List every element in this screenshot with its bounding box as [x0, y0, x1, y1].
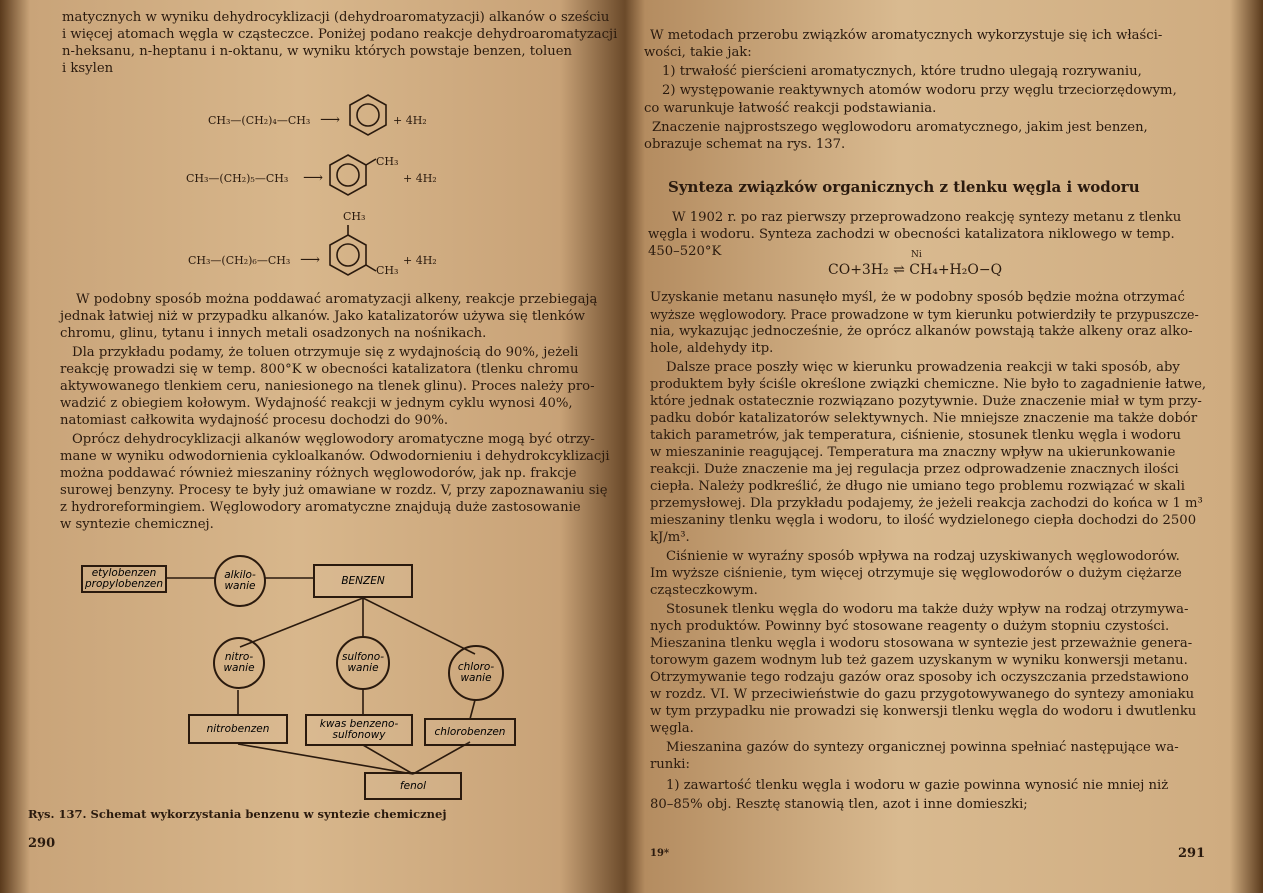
text-line: torowym gazem wodnym lub też gazem uzyskanym w wyniku konwersji metanu. — [650, 653, 1188, 668]
text-line: Dalsze prace poszły więc w kierunku prowadzenia reakcji w taki sposób, aby — [666, 360, 1180, 375]
text-line: przemysłowej. Dla przykładu podajemy, że jeżeli reakcja zachodzi do końca w 1 m³ — [650, 496, 1203, 511]
reaction-3-arrow: ⟶ — [300, 252, 321, 268]
reaction-2-arrow: ⟶ — [303, 170, 324, 186]
text-line: takich parametrów, jak temperatura, ciśnienie, stosunek tlenku węgla i wodoru — [650, 428, 1182, 443]
reaction-1-arrow: ⟶ — [320, 112, 341, 128]
box-benzenesulfonic-acid: kwas benzeno- sulfonowy — [305, 714, 413, 746]
text-line: w rozdz. VI. W przeciwieństwie do gazu przygotowywanego do syntezy amoniaku — [650, 687, 1195, 702]
text-line: i ksylen — [62, 61, 114, 76]
toluene-ring-icon — [330, 155, 366, 195]
text-line: wości, takie jak: — [644, 45, 752, 60]
reaction-2-reactant: CH₃—(CH₂)₅—CH₃ — [186, 172, 289, 185]
text-line: reakcji. Duże znaczenie ma jej regulacja przez odprowadzenie znacznych ilości — [650, 462, 1179, 477]
box-benzene: BENZEN — [313, 564, 413, 598]
reaction-1-reactant: CH₃—(CH₂)₄—CH₃ — [208, 114, 311, 127]
aromatic-circle-icon — [337, 244, 359, 266]
text-line: w syntezie chemicznej. — [60, 517, 214, 532]
reaction-3-substituent-top: CH₃ — [343, 210, 366, 223]
reaction-1-product: + 4H₂ — [393, 114, 427, 127]
text-line: Znaczenie najprostszego węglowodoru aromatycznego, jakim jest benzen, — [652, 120, 1148, 135]
text-line: W podobny sposób można poddawać aromatyzacji alkeny, reakcje przebiegają — [76, 292, 598, 307]
reaction-2-substituent: CH₃ — [376, 155, 399, 168]
text-line: Mieszanina tlenku węgla i wodoru stosowana w syntezie jest przeważnie genera- — [650, 636, 1193, 651]
text-line: n-heksanu, n-heptanu i n-oktanu, w wyniku których powstaje benzen, toluen — [62, 44, 573, 59]
text-line: Im wyższe ciśnienie, tym więcej otrzymuje się węglowodorów o dużym ciężarze — [650, 566, 1182, 581]
text-line: co warunkuje łatwość reakcji podstawiania. — [644, 101, 937, 116]
text-line: matycznych w wyniku dehydrocyklizacji (dehydroaromatyzacji) alkanów o sześciu — [62, 10, 610, 25]
text-line: produktem były ściśle określone związki chemiczne. Nie było to zagadnienie łatwe, — [650, 377, 1207, 392]
figure-caption: Rys. 137. Schemat wykorzystania benzenu w syntezie chemicznej — [28, 807, 447, 821]
text-line: Uzyskanie metanu nasunęło myśl, że w podobny sposób będzie można otrzymać — [650, 290, 1185, 305]
text-line: padku dobór katalizatorów selektywnych. Nie mniejsze znaczenie ma także dobór — [650, 411, 1198, 426]
circle-chlorination: chloro- wanie — [448, 645, 504, 701]
text-line: nych produktów. Powinny być stosowane reagenty o dużym stopniu czystości. — [650, 619, 1170, 634]
text-line: jednak łatwiej niż w przypadku alkanów. Jako katalizatorów używa się tlenków — [60, 309, 586, 324]
text-line: surowej benzyny. Procesy te były już omawiane w rozdz. V, przy zapoznawaniu się — [60, 483, 608, 498]
text-line: ciepła. Należy podkreślić, że długo nie umiano tego problemu rozwiązać w skali — [650, 479, 1185, 494]
text-line: Mieszanina gazów do syntezy organicznej powinna spełniać następujące wa- — [666, 740, 1179, 755]
xylene-ring-icon — [330, 235, 366, 275]
page-number: 291 — [1178, 846, 1206, 861]
text-line: 1) zawartość tlenku węgla i wodoru w gazie powinna wynosić nie mniej niż — [666, 778, 1169, 793]
reaction-2-product: + 4H₂ — [403, 172, 437, 185]
text-line: mane w wyniku odwodornienia cykloalkanów. Odwodornieniu i dehydrokcyklizacji — [60, 449, 610, 464]
reaction-3-substituent-bottom: CH₃ — [376, 264, 399, 277]
text-line: wadzić z obiegiem kołowym. Wydajność reakcji w jednym cyklu wynosi 40%, — [60, 396, 573, 411]
benzene-ring-icon — [350, 95, 386, 135]
text-line: reakcję prowadzi się w temp. 800°K w obecności katalizatora (tlenku chromu — [60, 362, 579, 377]
circle-nitration: nitro- wanie — [213, 637, 265, 689]
text-line: 2) występowanie reaktywnych atomów wodoru przy węglu trzeciorzędowym, — [662, 83, 1177, 98]
text-line: aktywowanego tlenkiem ceru, naniesionego na tlenek glinu). Proces należy pro- — [60, 379, 595, 394]
text-line: które jednak ostatecznie rozwiązano pozytywnie. Duże znaczenie miał w tym przy- — [650, 394, 1202, 409]
box-ethylbenzene: etylobenzen propylobenzen — [81, 565, 167, 593]
text-line: obrazuje schemat na rys. 137. — [644, 137, 846, 152]
text-line: natomiast całkowita wydajność procesu dochodzi do 90%. — [60, 413, 449, 428]
text-line: Stosunek tlenku węgla do wodoru ma także duży wpływ na rodzaj otrzymywa- — [666, 602, 1189, 617]
text-line: runki: — [650, 757, 690, 772]
text-line: można poddawać również mieszaniny różnych węglowodorów, jak np. frakcje — [60, 466, 577, 481]
circle-alkylation: alkilo- wanie — [214, 555, 266, 607]
text-line: w mieszaninie reagującej. Temperatura ma znaczny wpływ na ukierunkowanie — [650, 445, 1176, 460]
text-line: 1) trwałość pierścieni aromatycznych, które trudno ulegają rozrywaniu, — [662, 64, 1142, 79]
aromatic-circle-icon — [357, 104, 379, 126]
text-line: w tym przypadku nie prowadzi się konwersji tlenku węgla do wodoru i dwutlenku — [650, 704, 1197, 719]
text-line: chromu, glinu, tytanu i innych metali osadzonych na nośnikach. — [60, 326, 487, 341]
text-line: z hydroreformingiem. Węglowodory aromatyczne znajdują duże zastosowanie — [60, 500, 581, 515]
box-nitrobenzene: nitrobenzen — [188, 714, 288, 744]
text-line: mieszaniny tlenku węgla i wodoru, to ilość wydzielonego ciepła dochodzi do 2500 — [650, 513, 1197, 528]
signature-mark: 19* — [650, 848, 670, 859]
text-line: nia, wykazując jednocześnie, że oprócz alkanów powstają także alkeny oraz alko- — [650, 324, 1193, 339]
box-phenol: fenol — [364, 772, 462, 800]
text-line: Otrzymywanie tego rodzaju gazów oraz sposoby ich oczyszczania przedstawiono — [650, 670, 1189, 685]
text-line: W metodach przerobu związków aromatycznych wykorzystuje się ich właści- — [650, 28, 1163, 43]
text-line: Dla przykładu podamy, że toluen otrzymuje się z wydajnością do 90%, jeżeli — [72, 345, 579, 360]
reaction-3-product: + 4H₂ — [403, 254, 437, 267]
text-line: i więcej atomach węgla w cząsteczce. Poniżej podano reakcje dehydroaromatyzacji — [62, 27, 618, 42]
section-heading: Synteza związków organicznych z tlenku węgla i wodoru — [668, 178, 1140, 196]
page-number: 290 — [28, 836, 56, 851]
text-line: 80–85% obj. Resztę stanowią tlen, azot i inne domieszki; — [650, 797, 1028, 812]
text-line: 450–520°K — [648, 244, 722, 259]
box-chlorobenzene: chlorobenzen — [424, 718, 516, 746]
text-line: hole, aldehydy itp. — [650, 341, 774, 356]
text-line: W 1902 r. po raz pierwszy przeprowadzono reakcję syntezy metanu z tlenku — [672, 210, 1182, 225]
text-line: węgla. — [650, 721, 694, 736]
text-line: Oprócz dehydrocyklizacji alkanów węglowodory aromatyczne mogą być otrzy- — [72, 432, 595, 447]
text-line: kJ/m³. — [650, 530, 690, 545]
text-line: Ciśnienie w wyraźny sposób wpływa na rodzaj uzyskiwanych węglowodorów. — [666, 549, 1180, 564]
text-line: cząsteczkowym. — [650, 583, 758, 598]
aromatic-circle-icon — [337, 164, 359, 186]
equation: CO+3H₂ ⇌ CH₄+H₂O−Q — [828, 262, 1003, 278]
text-line: węgla i wodoru. Synteza zachodzi w obecności katalizatora niklowego w temp. — [648, 227, 1175, 242]
equation-catalyst: Ni — [911, 250, 922, 260]
text-line: wyższe węglowodory. Prace prowadzone w tym kierunku potwierdziły te przypuszcze- — [650, 307, 1199, 322]
circle-sulfonation: sulfono- wanie — [336, 636, 390, 690]
reaction-3-reactant: CH₃—(CH₂)₆—CH₃ — [188, 254, 291, 267]
